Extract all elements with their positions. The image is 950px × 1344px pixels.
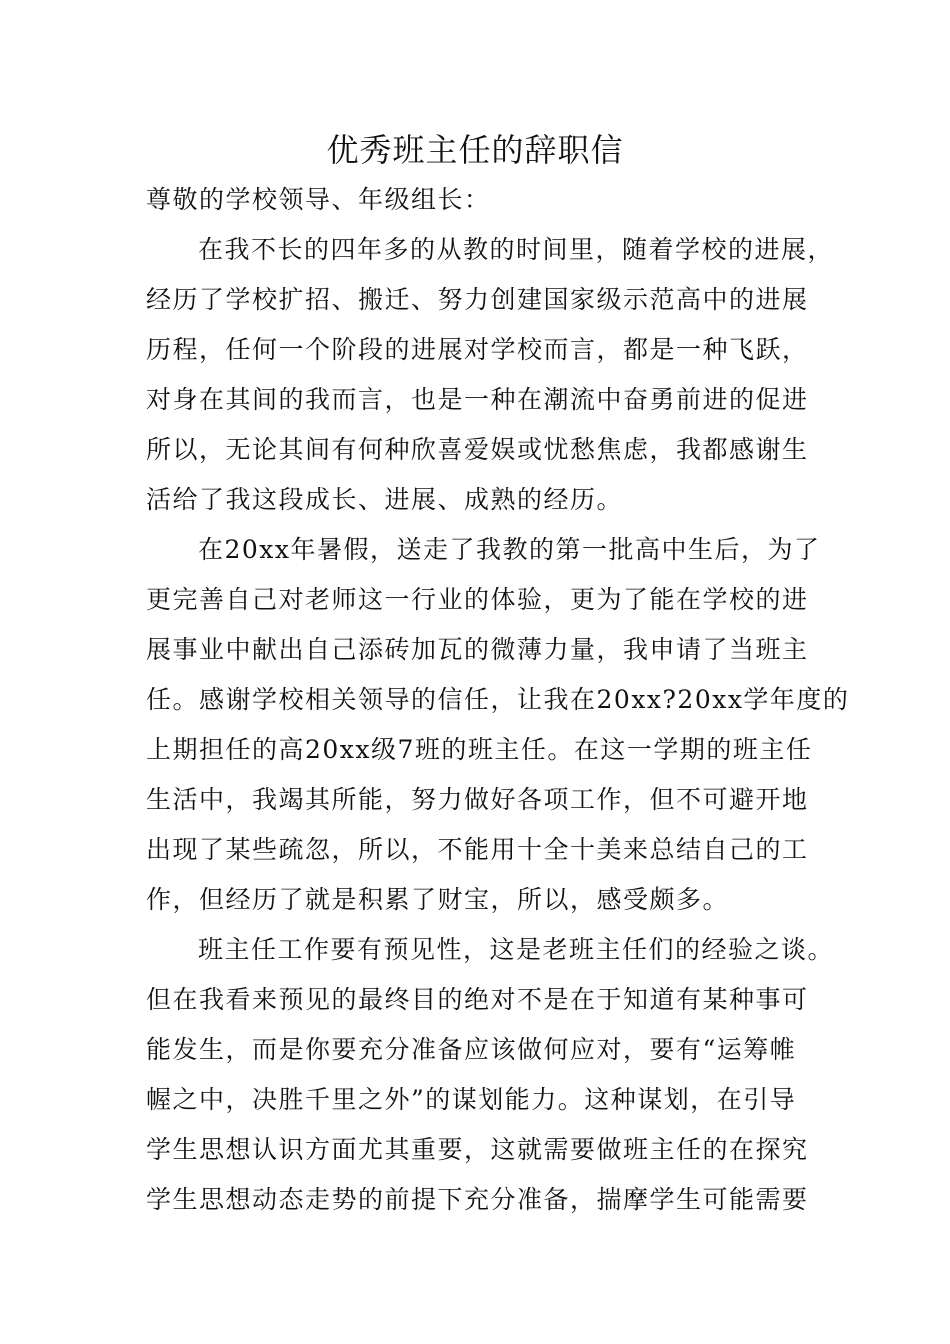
body-line: 但在我看来预见的最终目的绝对不是在于知道有某种事可 xyxy=(146,985,809,1014)
body-line: 幄之中，决胜千里之外”的谋划能力。这种谋划，在引导 xyxy=(146,1085,797,1114)
body-line: 任。感谢学校相关领导的信任，让我在20xx?20xx学年度的 xyxy=(146,685,850,714)
body-line: 出现了某些疏忽，所以，不能用十全十美来总结自己的工 xyxy=(146,835,809,864)
body-line: 作，但经历了就是积累了财宝，所以，感受颇多。 xyxy=(146,885,730,914)
body-line: 展事业中献出自己添砖加瓦的微薄力量，我申请了当班主 xyxy=(146,635,809,664)
body-line: 班主任工作要有预见性，这是老班主任们的经验之谈。 xyxy=(198,935,835,964)
body-line: 能发生，而是你要充分准备应该做何应对，要有“运筹帷 xyxy=(146,1035,797,1064)
body-line: 对身在其间的我而言，也是一种在潮流中奋勇前进的促进 xyxy=(146,385,809,414)
body-line: 生活中，我竭其所能，努力做好各项工作，但不可避开地 xyxy=(146,785,809,814)
body-line: 在20xx年暑假，送走了我教的第一批高中生后，为了 xyxy=(198,535,821,564)
body-line: 学生思想动态走势的前提下充分准备，揣摩学生可能需要 xyxy=(146,1185,809,1214)
salutation: 尊敬的学校领导、年级组长： xyxy=(146,185,491,214)
body-line: 学生思想认识方面尤其重要，这就需要做班主任的在探究 xyxy=(146,1135,809,1164)
body-line: 在我不长的四年多的从教的时间里，随着学校的进展， xyxy=(198,235,835,264)
body-line: 上期担任的高20xx级7班的班主任。在这一学期的班主任 xyxy=(146,735,813,764)
body-line: 所以，无论其间有何种欣喜爱娱或忧愁焦虑，我都感谢生 xyxy=(146,435,809,464)
body-line: 更完善自己对老师这一行业的体验，更为了能在学校的进 xyxy=(146,585,809,614)
body-line: 历程，任何一个阶段的进展对学校而言，都是一种飞跃， xyxy=(146,335,809,364)
body-line: 活给了我这段成长、进展、成熟的经历。 xyxy=(146,485,624,514)
body-line: 经历了学校扩招、搬迁、努力创建国家级示范高中的进展 xyxy=(146,285,809,314)
document-title: 优秀班主任的辞职信 xyxy=(326,131,624,169)
